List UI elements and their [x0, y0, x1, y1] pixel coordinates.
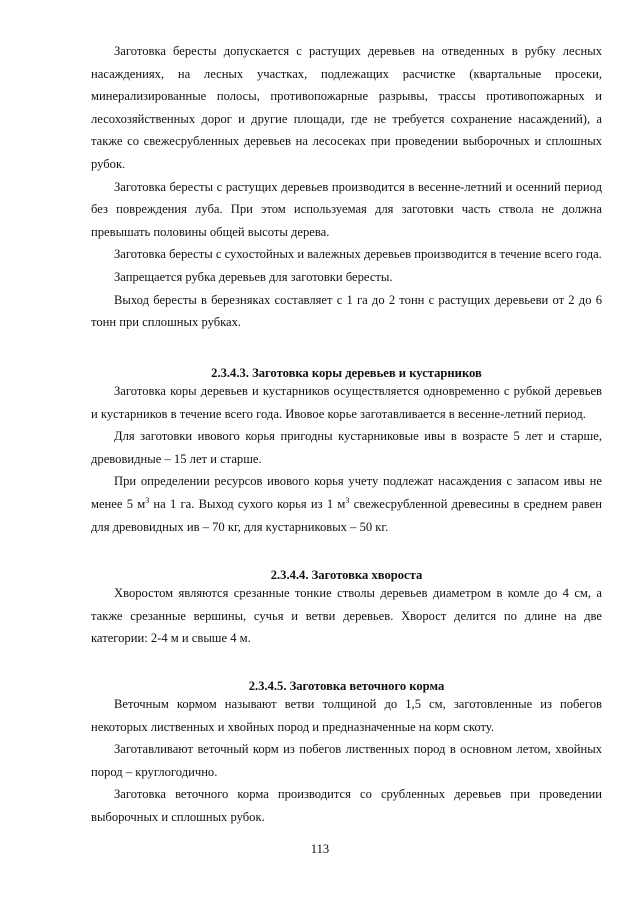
- paragraph: Заготовка бересты с растущих деревьев производится в весенне-летний и осенний период без повреждения луба. При этом используемая для заготовки часть ствола не должна превышать половины общей высоты дерева.: [91, 179, 602, 239]
- section-heading: 2.3.4.4. Заготовка хвороста: [270, 568, 423, 582]
- section-bark: [91, 380, 602, 538]
- paragraph: Заготавливают веточный корм из побегов лиственных пород в основном летом, хвойных пород – круглогодично.: [91, 742, 602, 779]
- paragraph: Выход бересты в березняках составляет с 1 га до 2 тонн с растущих деревьеви от 2 до 6 тонн при сплошных рубках.: [91, 292, 602, 330]
- text-run: на 1 га. Выход сухого корья из 1 м: [149, 496, 346, 511]
- paragraph: Запрещается рубка деревьев для заготовки бересты.: [114, 269, 393, 284]
- paragraph: Веточным кормом называют ветви толщиной до 1,5 см, заготовленные из побегов некоторых лиственных и хвойных пород и предназначенные на корм скоту.: [91, 697, 602, 734]
- paragraph: Заготовка бересты с сухостойных и валежных деревьев производится в течение всего года.: [114, 247, 602, 262]
- text-run: При определении ресурсов ивового корья учету подлежат насаждения с запасом ивы не менее 5 м: [91, 474, 602, 511]
- superscript: 3: [145, 495, 150, 505]
- section-heading: 2.3.4.5. Заготовка веточного корма: [248, 679, 445, 693]
- paragraph: Для заготовки ивового корья пригодны кустарниковые ивы в возрасте 5 лет и старше, древовидные – 15 лет и старше.: [91, 429, 602, 466]
- text-run: свежесрубленной древесины в среднем равен для древовидных ив – 70 кг, для кустарниковых – 50 кг.: [91, 496, 602, 534]
- page-number: 113: [310, 842, 330, 856]
- paragraph: Заготовка бересты допускается с растущих деревьев на отведенных в рубку лесных насаждениях, на лесных участках, подлежащих расчистке (квартальные просеки, минерализированные полосы, противопожарные разрывы, трассы противопожарных и лесохозяйственных дорог и другие площади, где не требуется сохранение насаждений), а также со свежесрубленных деревьев на лесосеках при проведении выборочных и сплошных рубок.: [91, 44, 602, 171]
- section-brushwood: [91, 582, 602, 650]
- section-heading: 2.3.4.3. Заготовка коры деревьев и кустарников: [211, 366, 482, 380]
- section-branch-fodder: [91, 693, 602, 829]
- paragraph: Хворостом являются срезанные тонкие стволы деревьев диаметром в комле до 4 см, а также срезанные вершины, сучья и ветви деревьев. Хворост делится по длине на две категории: 2-4 м и свыше 4 м.: [91, 586, 602, 646]
- section-birch-bark: [91, 40, 602, 334]
- superscript: 3: [345, 495, 350, 505]
- paragraph: Заготовка веточного корма производится со срубленных деревьев при проведении выборочных и сплошных рубок.: [91, 787, 602, 824]
- paragraph: Заготовка коры деревьев и кустарников осуществляется одновременно с рубкой деревьев и кустарников в течение всего года. Ивовое корье заготавливается в весенне-летний период.: [91, 384, 602, 421]
- paragraph: [91, 470, 602, 538]
